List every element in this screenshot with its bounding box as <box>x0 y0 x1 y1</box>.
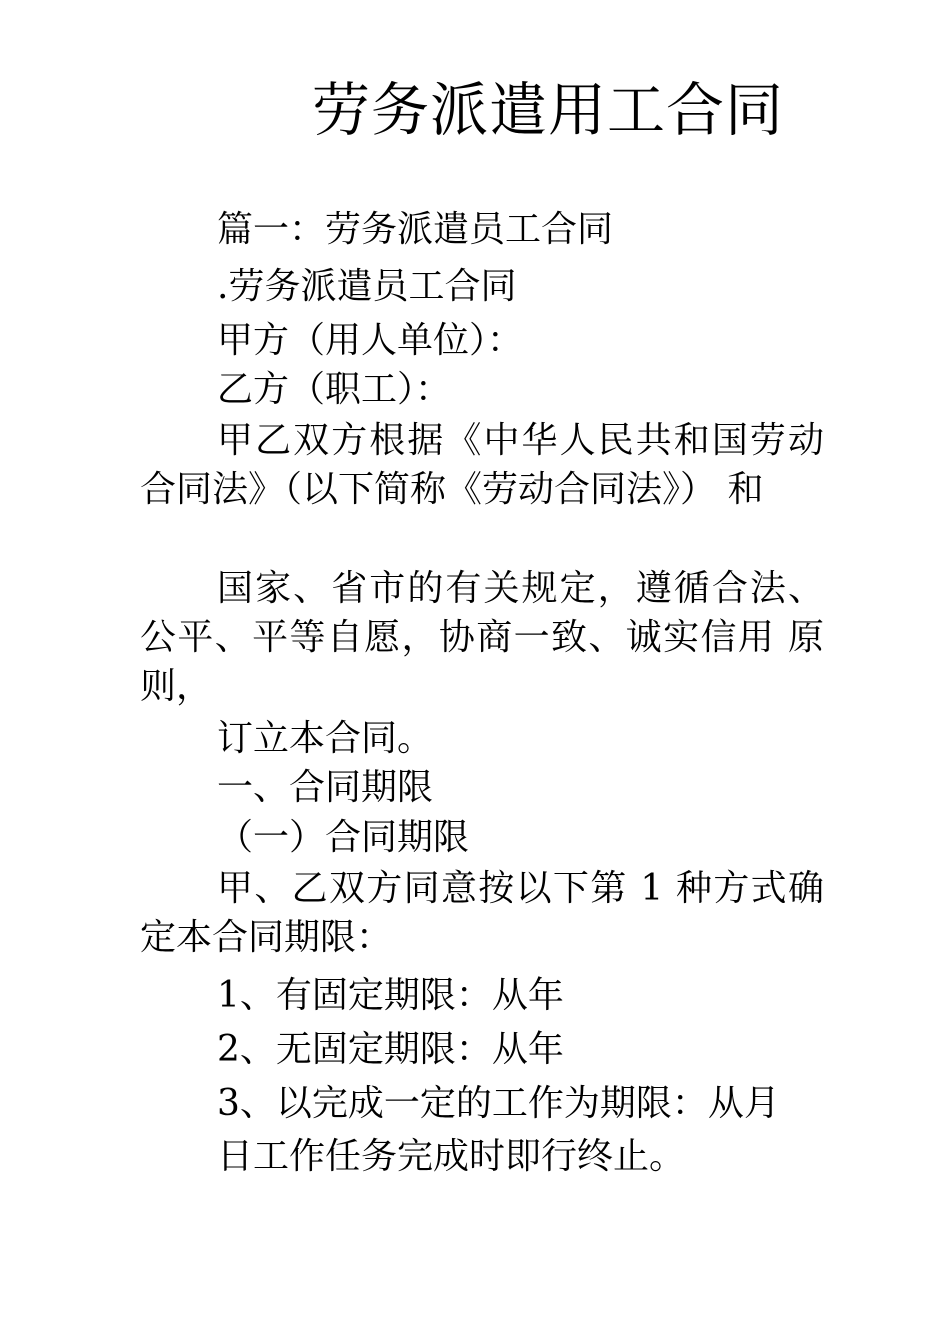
sign-line: 订立本合同。 <box>217 718 434 759</box>
paragraph-principles: 国家、省市的有关规定，遵循合法、 公平、平等自愿，协商一致、诚实信用 原则， <box>140 568 824 707</box>
list-item-task-term: 3、以完成一定的工作为期限：从月 <box>217 1083 780 1124</box>
document-title: 劳务派遣用工合同 <box>312 76 785 144</box>
party-a-line: 甲方（用人单位）： <box>217 320 524 361</box>
heading-contract-name: .劳务派遣员工合同 <box>217 266 517 307</box>
list-item-fixed-term: 1、有固定期限：从年 <box>217 975 564 1016</box>
list-item-task-term-continued: 日工作任务完成时即行终止。 <box>217 1136 686 1177</box>
party-b-line: 乙方（职工）： <box>217 369 452 410</box>
heading-article-one: 篇一：劳务派遣员工合同 <box>217 209 614 250</box>
subsection-heading-term: （一）合同期限 <box>217 817 470 858</box>
paragraph-legal-basis: 甲乙双方根据《中华人民共和国劳动合同法》（以下简称《劳动合同法》） 和 <box>140 420 824 510</box>
section-heading-term: 一、合同期限 <box>217 767 434 808</box>
list-item-open-term: 2、无固定期限：从年 <box>217 1029 564 1070</box>
paragraph-term-method: 甲、乙双方同意按以下第 1 种方式确定本合同期限： <box>140 868 824 958</box>
